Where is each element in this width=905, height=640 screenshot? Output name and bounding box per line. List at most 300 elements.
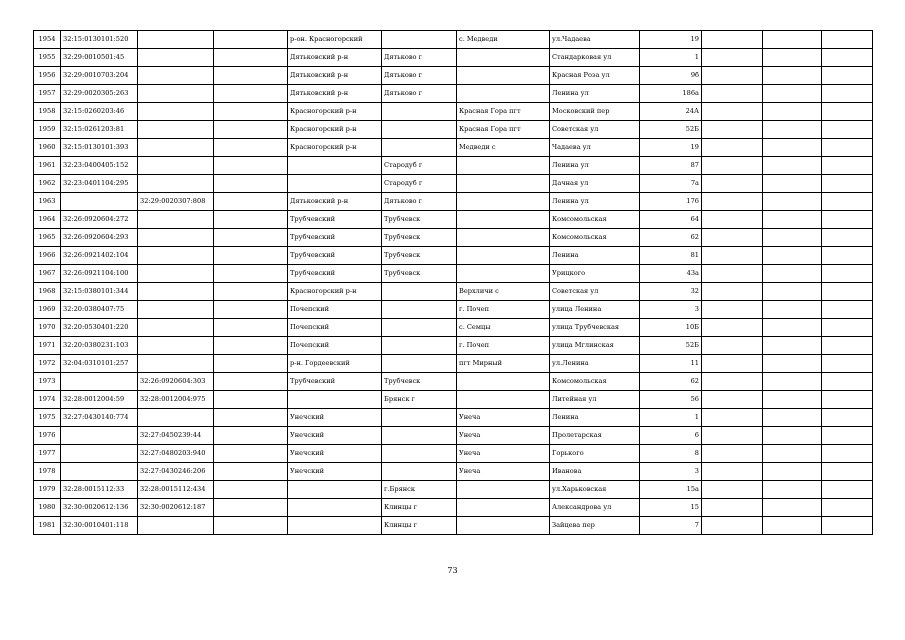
cadastral-number-alt-cell: 32:26:0920604:303 [138, 373, 214, 391]
cadastral-number-cell: 32:20:0380231:103 [61, 337, 138, 355]
extra-column-2-cell [763, 31, 822, 49]
empty-column-cell [214, 157, 288, 175]
street-cell: Ленина [550, 247, 640, 265]
house-number-cell: 15а [640, 481, 702, 499]
settlement-cell [457, 481, 550, 499]
city-cell [382, 139, 457, 157]
extra-column-1-cell [702, 481, 763, 499]
district-cell: Трубчевский [288, 229, 382, 247]
street-cell: Ленина ул [550, 157, 640, 175]
empty-column-cell [214, 445, 288, 463]
row-number-cell: 1981 [34, 517, 61, 535]
district-cell [288, 481, 382, 499]
settlement-cell: Унеча [457, 445, 550, 463]
extra-column-2-cell [763, 139, 822, 157]
extra-column-1-cell [702, 265, 763, 283]
extra-column-1-cell [702, 301, 763, 319]
extra-column-3-cell [822, 175, 873, 193]
cadastral-number-cell: 32:15:0130101:520 [61, 31, 138, 49]
city-cell: Трубчевск [382, 247, 457, 265]
street-cell: Горького [550, 445, 640, 463]
cadastral-number-cell [61, 445, 138, 463]
district-cell: Красногорский р-н [288, 121, 382, 139]
cadastral-number-alt-cell [138, 103, 214, 121]
cadastral-number-alt-cell [138, 139, 214, 157]
table-row [34, 391, 873, 409]
house-number-cell: 87 [640, 157, 702, 175]
district-cell: Трубчевский [288, 211, 382, 229]
extra-column-2-cell [763, 301, 822, 319]
extra-column-1-cell [702, 157, 763, 175]
city-cell [382, 121, 457, 139]
extra-column-3-cell [822, 337, 873, 355]
row-number-cell: 1970 [34, 319, 61, 337]
table-row [34, 499, 873, 517]
district-cell [288, 175, 382, 193]
extra-column-1-cell [702, 391, 763, 409]
table-row [34, 265, 873, 283]
settlement-cell [457, 265, 550, 283]
extra-column-1-cell [702, 463, 763, 481]
district-cell: Унечский [288, 445, 382, 463]
extra-column-3-cell [822, 427, 873, 445]
extra-column-2-cell [763, 283, 822, 301]
cadastral-number-alt-cell [138, 355, 214, 373]
cadastral-number-alt-cell [138, 31, 214, 49]
empty-column-cell [214, 121, 288, 139]
district-cell: р-он. Красногорский [288, 31, 382, 49]
table-row [34, 103, 873, 121]
cadastral-number-cell: 32:26:0921104:100 [61, 265, 138, 283]
extra-column-3-cell [822, 157, 873, 175]
extra-column-3-cell [822, 391, 873, 409]
city-cell: Брянск г [382, 391, 457, 409]
extra-column-3-cell [822, 211, 873, 229]
cadastral-number-cell: 32:30:0010401:118 [61, 517, 138, 535]
street-cell: улица Мглинская [550, 337, 640, 355]
empty-column-cell [214, 211, 288, 229]
city-cell: Клинцы г [382, 499, 457, 517]
extra-column-1-cell [702, 139, 763, 157]
cadastral-number-cell: 32:15:0130101:393 [61, 139, 138, 157]
table-row [34, 481, 873, 499]
district-cell: Унечский [288, 463, 382, 481]
street-cell: Комсомольская [550, 229, 640, 247]
row-number-cell: 1961 [34, 157, 61, 175]
city-cell [382, 409, 457, 427]
row-number-cell: 1965 [34, 229, 61, 247]
district-cell: Почепский [288, 337, 382, 355]
district-cell: Красногорский р-н [288, 139, 382, 157]
extra-column-3-cell [822, 247, 873, 265]
city-cell: Стародуб г [382, 175, 457, 193]
table-row [34, 463, 873, 481]
extra-column-2-cell [763, 265, 822, 283]
district-cell: Дятьковский р-н [288, 85, 382, 103]
house-number-cell: 186а [640, 85, 702, 103]
row-number-cell: 1975 [34, 409, 61, 427]
extra-column-3-cell [822, 517, 873, 535]
settlement-cell [457, 85, 550, 103]
extra-column-1-cell [702, 355, 763, 373]
table-row [34, 517, 873, 535]
cadastral-number-cell: 32:20:0530401:220 [61, 319, 138, 337]
registry-table [33, 30, 873, 535]
table-row [34, 193, 873, 211]
settlement-cell: Верхличи с [457, 283, 550, 301]
settlement-cell: Унеча [457, 427, 550, 445]
empty-column-cell [214, 481, 288, 499]
cadastral-number-alt-cell [138, 229, 214, 247]
street-cell: ул.Харьковская [550, 481, 640, 499]
extra-column-2-cell [763, 373, 822, 391]
row-number-cell: 1969 [34, 301, 61, 319]
extra-column-2-cell [763, 445, 822, 463]
cadastral-number-alt-cell [138, 319, 214, 337]
settlement-cell [457, 175, 550, 193]
cadastral-number-cell: 32:26:0920604:272 [61, 211, 138, 229]
house-number-cell: 15 [640, 499, 702, 517]
table-row [34, 283, 873, 301]
empty-column-cell [214, 103, 288, 121]
table-row [34, 49, 873, 67]
extra-column-2-cell [763, 211, 822, 229]
cadastral-number-alt-cell [138, 175, 214, 193]
cadastral-number-alt-cell [138, 67, 214, 85]
house-number-cell: 64 [640, 211, 702, 229]
table-row [34, 31, 873, 49]
settlement-cell [457, 211, 550, 229]
extra-column-2-cell [763, 337, 822, 355]
cadastral-number-cell: 32:23:0400405:152 [61, 157, 138, 175]
house-number-cell: 8 [640, 445, 702, 463]
empty-column-cell [214, 517, 288, 535]
settlement-cell [457, 247, 550, 265]
street-cell: Ленина ул [550, 193, 640, 211]
city-cell [382, 103, 457, 121]
cadastral-number-alt-cell [138, 121, 214, 139]
row-number-cell: 1973 [34, 373, 61, 391]
extra-column-2-cell [763, 85, 822, 103]
extra-column-2-cell [763, 391, 822, 409]
extra-column-1-cell [702, 427, 763, 445]
cadastral-number-alt-cell [138, 301, 214, 319]
cadastral-number-cell: 32:27:0430140:774 [61, 409, 138, 427]
extra-column-1-cell [702, 103, 763, 121]
empty-column-cell [214, 355, 288, 373]
city-cell [382, 337, 457, 355]
street-cell: Александрова ул [550, 499, 640, 517]
cadastral-number-alt-cell [138, 85, 214, 103]
table-row [34, 445, 873, 463]
cadastral-number-cell: 32:28:0015112:33 [61, 481, 138, 499]
extra-column-1-cell [702, 49, 763, 67]
house-number-cell: 3 [640, 301, 702, 319]
extra-column-3-cell [822, 319, 873, 337]
cadastral-number-cell [61, 373, 138, 391]
row-number-cell: 1972 [34, 355, 61, 373]
row-number-cell: 1964 [34, 211, 61, 229]
empty-column-cell [214, 229, 288, 247]
extra-column-2-cell [763, 481, 822, 499]
district-cell: Трубчевский [288, 265, 382, 283]
house-number-cell: 9б [640, 67, 702, 85]
street-cell: Зайцева пер [550, 517, 640, 535]
empty-column-cell [214, 85, 288, 103]
cadastral-number-alt-cell: 32:29:0020307:808 [138, 193, 214, 211]
extra-column-3-cell [822, 103, 873, 121]
extra-column-1-cell [702, 283, 763, 301]
street-cell: Чадаева ул [550, 139, 640, 157]
row-number-cell: 1955 [34, 49, 61, 67]
street-cell: ул.Чадаева [550, 31, 640, 49]
district-cell: Унечский [288, 427, 382, 445]
street-cell: Комсомольская [550, 211, 640, 229]
cadastral-number-cell: 32:30:0020612:136 [61, 499, 138, 517]
cadastral-number-cell [61, 427, 138, 445]
street-cell: Дачная ул [550, 175, 640, 193]
table-row [34, 373, 873, 391]
extra-column-3-cell [822, 481, 873, 499]
extra-column-1-cell [702, 85, 763, 103]
table-row [34, 427, 873, 445]
street-cell: улица Трубчевская [550, 319, 640, 337]
empty-column-cell [214, 337, 288, 355]
cadastral-number-cell: 32:15:0261203:81 [61, 121, 138, 139]
row-number-cell: 1967 [34, 265, 61, 283]
city-cell [382, 445, 457, 463]
settlement-cell [457, 49, 550, 67]
district-cell: Красногорский р-н [288, 283, 382, 301]
row-number-cell: 1979 [34, 481, 61, 499]
settlement-cell: г. Почеп [457, 301, 550, 319]
row-number-cell: 1956 [34, 67, 61, 85]
settlement-cell [457, 499, 550, 517]
empty-column-cell [214, 247, 288, 265]
table-row [34, 121, 873, 139]
empty-column-cell [214, 31, 288, 49]
street-cell: улица Ленина [550, 301, 640, 319]
extra-column-2-cell [763, 103, 822, 121]
city-cell: Дятьково г [382, 85, 457, 103]
cadastral-number-alt-cell [138, 49, 214, 67]
table-row [34, 139, 873, 157]
house-number-cell: 81 [640, 247, 702, 265]
row-number-cell: 1974 [34, 391, 61, 409]
extra-column-1-cell [702, 445, 763, 463]
extra-column-2-cell [763, 229, 822, 247]
house-number-cell: 62 [640, 373, 702, 391]
city-cell [382, 283, 457, 301]
registry-body [34, 31, 873, 535]
empty-column-cell [214, 373, 288, 391]
settlement-cell: с. Семцы [457, 319, 550, 337]
house-number-cell: 24А [640, 103, 702, 121]
city-cell [382, 319, 457, 337]
empty-column-cell [214, 49, 288, 67]
district-cell: Трубчевский [288, 247, 382, 265]
settlement-cell [457, 229, 550, 247]
house-number-cell: 52Б [640, 337, 702, 355]
extra-column-3-cell [822, 49, 873, 67]
house-number-cell: 1 [640, 409, 702, 427]
district-cell: Трубчевский [288, 373, 382, 391]
district-cell [288, 391, 382, 409]
empty-column-cell [214, 139, 288, 157]
street-cell: Красная Роза ул [550, 67, 640, 85]
cadastral-number-alt-cell [138, 283, 214, 301]
street-cell: Иванова [550, 463, 640, 481]
settlement-cell: с. Медведи [457, 31, 550, 49]
extra-column-1-cell [702, 517, 763, 535]
settlement-cell [457, 517, 550, 535]
row-number-cell: 1962 [34, 175, 61, 193]
cadastral-number-cell: 32:04:0310101:257 [61, 355, 138, 373]
cadastral-number-cell: 32:26:0920604:293 [61, 229, 138, 247]
row-number-cell: 1968 [34, 283, 61, 301]
empty-column-cell [214, 265, 288, 283]
row-number-cell: 1980 [34, 499, 61, 517]
table-row [34, 337, 873, 355]
cadastral-number-alt-cell [138, 265, 214, 283]
row-number-cell: 1958 [34, 103, 61, 121]
house-number-cell: 10Б [640, 319, 702, 337]
extra-column-1-cell [702, 337, 763, 355]
empty-column-cell [214, 427, 288, 445]
cadastral-number-cell [61, 463, 138, 481]
settlement-cell [457, 67, 550, 85]
district-cell: р-н. Гордеевский [288, 355, 382, 373]
cadastral-number-alt-cell: 32:27:0480203:940 [138, 445, 214, 463]
district-cell: Почепский [288, 301, 382, 319]
extra-column-1-cell [702, 121, 763, 139]
extra-column-2-cell [763, 121, 822, 139]
city-cell [382, 301, 457, 319]
street-cell: Советская ул [550, 283, 640, 301]
city-cell: Трубчевск [382, 229, 457, 247]
extra-column-3-cell [822, 121, 873, 139]
table-row [34, 301, 873, 319]
empty-column-cell [214, 193, 288, 211]
table-row [34, 211, 873, 229]
settlement-cell: пгт Мирный [457, 355, 550, 373]
cadastral-number-alt-cell [138, 247, 214, 265]
settlement-cell [457, 391, 550, 409]
cadastral-number-alt-cell [138, 517, 214, 535]
street-cell: Пролетарская [550, 427, 640, 445]
row-number-cell: 1960 [34, 139, 61, 157]
extra-column-3-cell [822, 31, 873, 49]
extra-column-3-cell [822, 373, 873, 391]
settlement-cell: Медведи с [457, 139, 550, 157]
row-number-cell: 1971 [34, 337, 61, 355]
extra-column-2-cell [763, 157, 822, 175]
cadastral-number-cell: 32:29:0010501:45 [61, 49, 138, 67]
settlement-cell: г. Почеп [457, 337, 550, 355]
row-number-cell: 1977 [34, 445, 61, 463]
extra-column-3-cell [822, 499, 873, 517]
extra-column-3-cell [822, 409, 873, 427]
cadastral-number-cell: 32:15:0260203:46 [61, 103, 138, 121]
extra-column-2-cell [763, 355, 822, 373]
house-number-cell: 1 [640, 49, 702, 67]
extra-column-3-cell [822, 67, 873, 85]
extra-column-2-cell [763, 517, 822, 535]
cadastral-number-cell: 32:20:0380407:75 [61, 301, 138, 319]
city-cell [382, 31, 457, 49]
district-cell: Почепский [288, 319, 382, 337]
city-cell [382, 427, 457, 445]
cadastral-number-alt-cell [138, 409, 214, 427]
house-number-cell: 7а [640, 175, 702, 193]
extra-column-2-cell [763, 247, 822, 265]
page-number: 73 [447, 566, 458, 575]
extra-column-2-cell [763, 409, 822, 427]
extra-column-3-cell [822, 355, 873, 373]
empty-column-cell [214, 301, 288, 319]
cadastral-number-cell [61, 193, 138, 211]
extra-column-1-cell [702, 229, 763, 247]
house-number-cell: 3 [640, 463, 702, 481]
row-number-cell: 1954 [34, 31, 61, 49]
city-cell [382, 463, 457, 481]
row-number-cell: 1963 [34, 193, 61, 211]
empty-column-cell [214, 463, 288, 481]
house-number-cell: 32 [640, 283, 702, 301]
settlement-cell: Унеча [457, 409, 550, 427]
street-cell: Московский пер [550, 103, 640, 121]
street-cell: ул.Ленина [550, 355, 640, 373]
extra-column-3-cell [822, 463, 873, 481]
extra-column-1-cell [702, 193, 763, 211]
extra-column-1-cell [702, 31, 763, 49]
empty-column-cell [214, 499, 288, 517]
extra-column-3-cell [822, 193, 873, 211]
extra-column-1-cell [702, 373, 763, 391]
street-cell: Советская ул [550, 121, 640, 139]
house-number-cell: 11 [640, 355, 702, 373]
house-number-cell: 56 [640, 391, 702, 409]
district-cell [288, 157, 382, 175]
cadastral-number-alt-cell [138, 337, 214, 355]
table-row [34, 67, 873, 85]
district-cell: Дятьковский р-н [288, 49, 382, 67]
cadastral-number-cell: 32:29:0010703:204 [61, 67, 138, 85]
district-cell: Унечский [288, 409, 382, 427]
house-number-cell: 6 [640, 427, 702, 445]
extra-column-3-cell [822, 139, 873, 157]
city-cell: г.Брянск [382, 481, 457, 499]
table-row [34, 355, 873, 373]
district-cell [288, 517, 382, 535]
cadastral-number-cell: 32:23:0401104:295 [61, 175, 138, 193]
table-row [34, 229, 873, 247]
street-cell: Комсомольская [550, 373, 640, 391]
extra-column-2-cell [763, 427, 822, 445]
table-row [34, 157, 873, 175]
cadastral-number-alt-cell [138, 211, 214, 229]
house-number-cell: 52Б [640, 121, 702, 139]
extra-column-2-cell [763, 463, 822, 481]
settlement-cell [457, 373, 550, 391]
house-number-cell: 7 [640, 517, 702, 535]
settlement-cell [457, 193, 550, 211]
extra-column-1-cell [702, 211, 763, 229]
extra-column-3-cell [822, 229, 873, 247]
extra-column-2-cell [763, 49, 822, 67]
extra-column-2-cell [763, 175, 822, 193]
cadastral-number-alt-cell: 32:27:0450239:44 [138, 427, 214, 445]
